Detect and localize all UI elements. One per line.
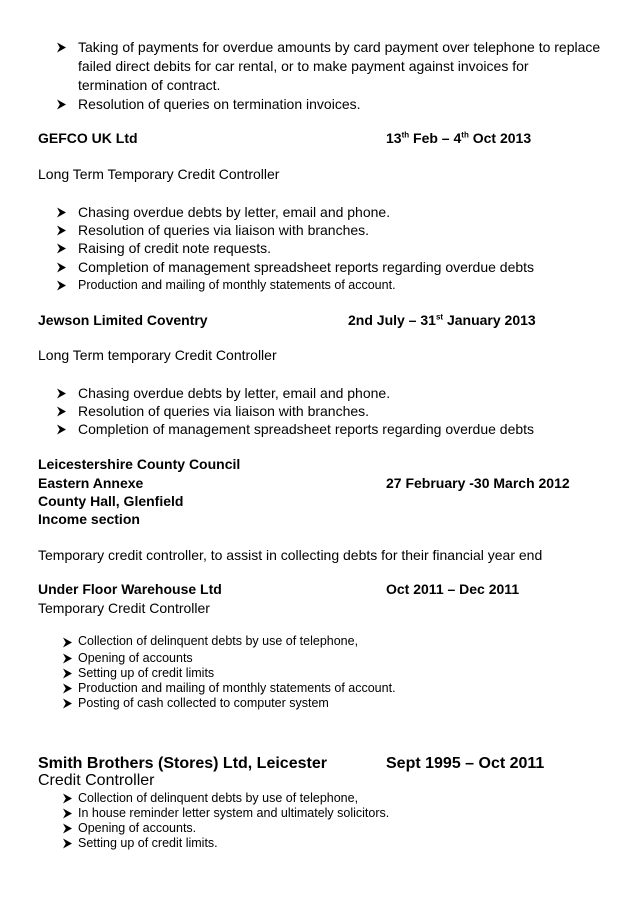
arrow-bullet-icon [62,668,73,679]
arrow-bullet-icon [62,823,73,834]
employment-dates: 13th Feb – 4th Oct 2013 [386,130,532,146]
arrow-bullet-icon [56,388,67,399]
arrow-bullet-icon [56,424,67,435]
arrow-bullet-icon [56,280,67,291]
job-title: Temporary Credit Controller [38,600,210,616]
list-item: Chasing overdue debts by letter, email and phone. [78,385,391,401]
employment-dates: Sept 1995 – Oct 2011 [386,755,545,772]
employer-name: Smith Brothers (Stores) Ltd, Leicester [38,755,327,772]
list-item: Setting up of credit limits. [78,836,218,850]
employer-name: GEFCO UK Ltd [38,130,138,146]
employer-department: Income section [38,511,140,527]
list-item-continuation: termination of contract. [78,77,221,93]
job-title: Credit Controller [38,772,155,789]
list-item: Opening of accounts [78,651,193,665]
job-description: Temporary credit controller, to assist in collecting debts for their financial year end [38,547,543,563]
arrow-bullet-icon [62,793,73,804]
list-item: Raising of credit note requests. [78,240,271,256]
employer-name: Under Floor Warehouse Ltd [38,581,222,597]
list-item: Resolution of queries via liaison with branches. [78,222,370,238]
arrow-bullet-icon [56,406,67,417]
arrow-bullet-icon [62,653,73,664]
list-item: Completion of management spreadsheet reports regarding overdue debts [78,259,535,275]
arrow-bullet-icon [62,698,73,709]
employer-name: Jewson Limited Coventry [38,312,208,328]
list-item: Chasing overdue debts by letter, email and phone. [78,204,391,220]
job-title: Long Term Temporary Credit Controller [38,166,280,182]
arrow-bullet-icon [56,225,67,236]
job-title: Long Term temporary Credit Controller [38,347,277,363]
list-item: Resolution of queries on termination invoices. [78,96,361,112]
employment-dates: 2nd July – 31st January 2013 [348,312,536,328]
list-item: Opening of accounts. [78,821,197,835]
arrow-bullet-icon [62,683,73,694]
arrow-bullet-icon [62,838,73,849]
arrow-bullet-icon [56,243,67,254]
list-item: Taking of payments for overdue amounts by card payment over telephone to replace [78,39,601,55]
list-item: Completion of management spreadsheet reports regarding overdue debts [78,421,535,437]
list-item: In house reminder letter system and ultimately solicitors. [78,806,390,820]
arrow-bullet-icon [56,99,67,110]
employment-dates: 27 February -30 March 2012 [386,475,570,491]
employer-address-line: Eastern Annexe [38,475,144,491]
list-item: Production and mailing of monthly statements of account. [78,681,396,695]
arrow-bullet-icon [56,262,67,273]
list-item-continuation: failed direct debits for car rental, or to make payment against invoices for [78,58,529,74]
employment-dates: Oct 2011 – Dec 2011 [386,581,520,597]
list-item: Collection of delinquent debts by use of telephone, [78,791,359,805]
employer-address-line: County Hall, Glenfield [38,493,184,509]
arrow-bullet-icon [62,637,73,648]
arrow-bullet-icon [56,207,67,218]
arrow-bullet-icon [62,808,73,819]
list-item: Posting of cash collected to computer system [78,696,329,710]
arrow-bullet-icon [56,42,67,53]
list-item: Production and mailing of monthly statements of account. [78,278,396,292]
list-item: Setting up of credit limits [78,666,215,680]
employer-name: Leicestershire County Council [38,456,241,472]
list-item: Resolution of queries via liaison with branches. [78,403,370,419]
list-item: Collection of delinquent debts by use of telephone, [78,634,359,648]
